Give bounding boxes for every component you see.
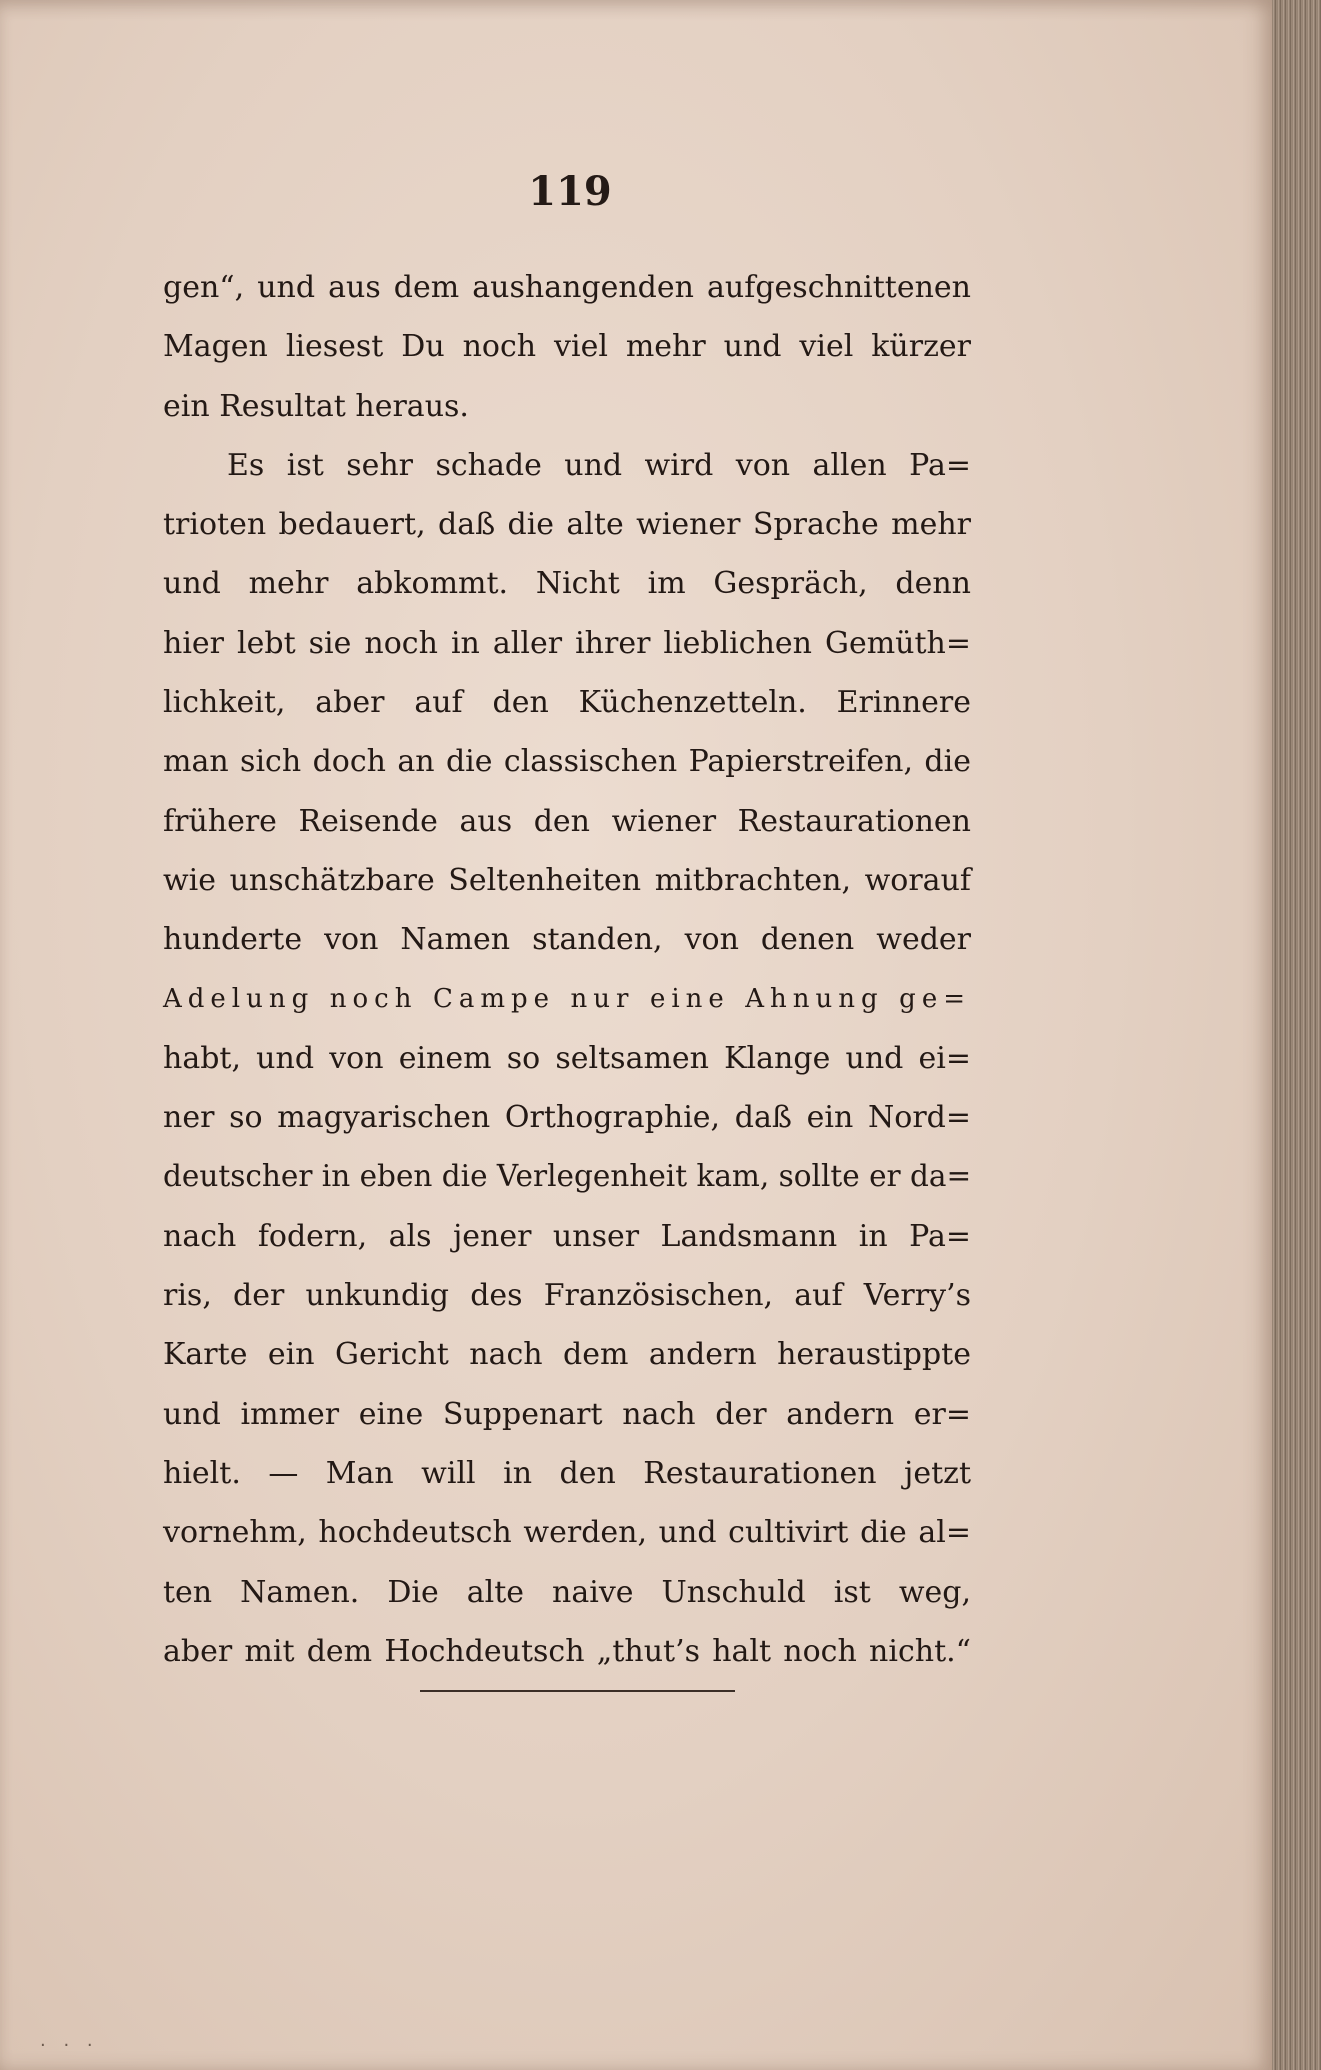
text-line: gen“, und aus dem aushangenden aufgeschnittenen — [163, 270, 971, 305]
text-line: hier lebt sie noch in aller ihrer lieblichen Gemüth= — [163, 625, 971, 661]
text-line: Karte ein Gericht nach dem andern heraustippte — [163, 1337, 971, 1373]
text-line: Magen liesest Du noch viel mehr und viel kürzer — [163, 329, 971, 365]
text-line: vornehm, hochdeutsch werden, und cultivirt die al= — [163, 1515, 971, 1551]
body-text — [163, 258, 971, 1681]
text-line: aber mit dem Hochdeutsch „thut’s halt noch nicht.“ — [163, 1633, 971, 1669]
text-line: trioten bedauert, daß die alte wiener Sprache mehr — [163, 507, 971, 543]
text-line: Adelung noch Campe nur eine Ahnung ge= — [163, 983, 971, 1014]
text-line: lichkeit, aber auf den Küchenzetteln. Erinnere — [163, 685, 971, 721]
text-line: hunderte von Namen standen, von denen weder — [163, 922, 971, 958]
text-line: ris, der unkundig des Französischen, auf Verry’s — [163, 1278, 971, 1314]
text-line: und immer eine Suppenart nach der andern er= — [163, 1396, 971, 1432]
text-line: man sich doch an die classischen Papierstreifen, die — [163, 744, 971, 780]
text-line: und mehr abkommt. Nicht im Gespräch, denn — [163, 566, 971, 602]
text-line: wie unschätzbare Seltenheiten mitbrachten, worauf — [163, 862, 971, 898]
text-line: habt, und von einem so seltsamen Klange und ei= — [163, 1040, 971, 1076]
text-line: deutscher in eben die Verlegenheit kam, sollte er da= — [163, 1159, 972, 1194]
text-line: hielt. — Man will in den Restaurationen jetzt — [163, 1455, 971, 1491]
text-line: Es ist sehr schade und wird von allen Pa= — [227, 447, 971, 483]
text-line: ein Resultat heraus. — [163, 388, 469, 424]
text-line: ner so magyarischen Orthographie, daß ein Nord= — [163, 1100, 971, 1136]
text-line: frühere Reisende aus den wiener Restaurationen — [163, 803, 971, 839]
page-number: 119 — [528, 168, 612, 215]
footer-rule — [420, 1690, 735, 1692]
text-line: ten Namen. Die alte naive Unschuld ist weg, — [163, 1574, 971, 1610]
text-line: nach fodern, als jener unser Landsmann in Pa= — [163, 1218, 971, 1254]
page-edges — [1272, 0, 1321, 2070]
footer-marks: . . . — [40, 2030, 99, 2051]
